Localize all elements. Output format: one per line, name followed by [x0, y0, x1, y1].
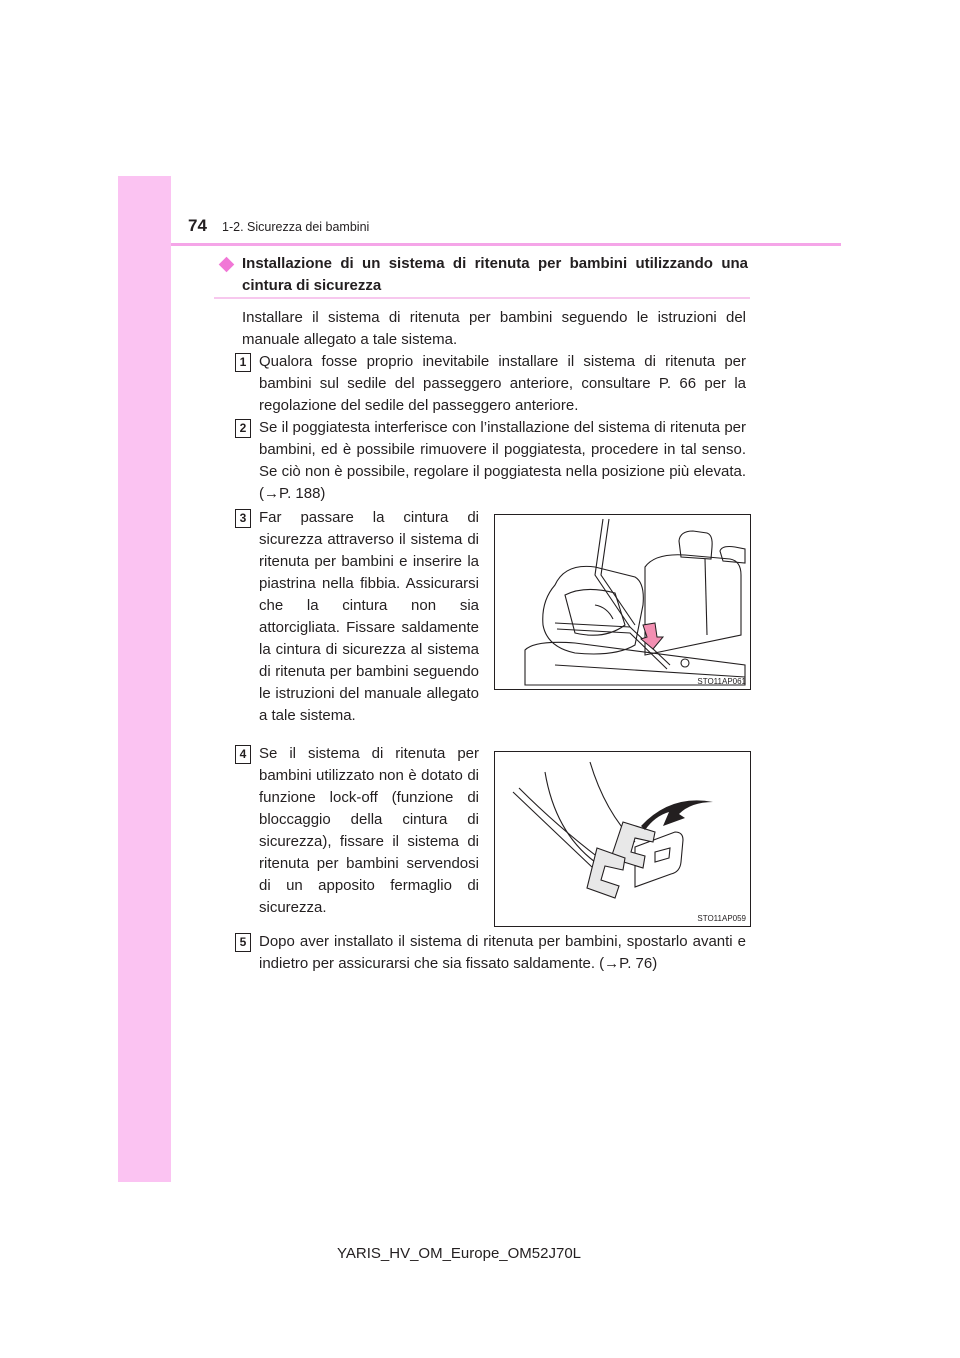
- figure-code-2: STO11AP059: [697, 914, 746, 923]
- subsection-heading: Installazione di un sistema di ritenuta per bambini utilizzando una cintura di sicurezza: [242, 255, 748, 294]
- step-number-5: 5: [235, 933, 251, 952]
- step-text-4: Se il sistema di ritenuta per bambini utilizzato non è dotato di funzione lock-off (funzione di bloccaggio della cintura di sicurezza), fissare il sistema di ritenuta per bambini servendosi di un apposito fermaglio di sicurezza.: [259, 745, 479, 916]
- locking-clip-illustration: [494, 751, 751, 927]
- child-seat-illustration: [494, 514, 751, 690]
- page-number: 74: [188, 216, 207, 235]
- step-number-1: 1: [235, 353, 251, 372]
- step-text-2: Se il poggiatesta interferisce con l’installazione del sistema di ritenuta per bambini, ed è possibile rimuovere il poggiatesta, procedere in tal senso. Se ciò non è possibile, regolare il poggiatesta nella posizione più elevata. (→P. 188): [259, 419, 746, 502]
- intro-paragraph: Installare il sistema di ritenuta per bambini seguendo le istruzioni del manuale allegato a tale sistema.: [242, 309, 746, 348]
- heading-divider: [214, 297, 750, 299]
- step-text-3: Far passare la cintura di sicurezza attraverso il sistema di ritenuta per bambini e inserire la piastrina nella fibbia. Assicurarsi che la cintura non sia attorcigliata. Fissare saldamente la cintura di sicurezza al sistema di ritenuta per bambini seguendo le istruzioni del manuale allegato a tale sistema.: [259, 509, 479, 724]
- step-number-4: 4: [235, 745, 251, 764]
- step-number-3: 3: [235, 509, 251, 528]
- step-number-2: 2: [235, 419, 251, 438]
- locking-clip-drawing: [495, 752, 750, 926]
- step-text-1: Qualora fosse proprio inevitabile installare il sistema di ritenuta per bambini sul sedile del passeggero anteriore, consultare P. 66 per la regolazione del sedile del passeggero anteriore.: [259, 353, 746, 414]
- figure-code-1: STO11AP061: [697, 677, 746, 686]
- document-footer: YARIS_HV_OM_Europe_OM52J70L: [337, 1245, 582, 1262]
- child-seat-drawing: [495, 515, 750, 689]
- step-text-5: Dopo aver installato il sistema di ritenuta per bambini, spostarlo avanti e indietro per assicurarsi che sia fissato saldamente. (→P. 76): [259, 933, 746, 972]
- section-title: 1-2. Sicurezza dei bambini: [222, 220, 370, 234]
- side-tab: [118, 176, 171, 1182]
- header-divider: [171, 243, 841, 246]
- diamond-bullet-icon: [219, 257, 235, 273]
